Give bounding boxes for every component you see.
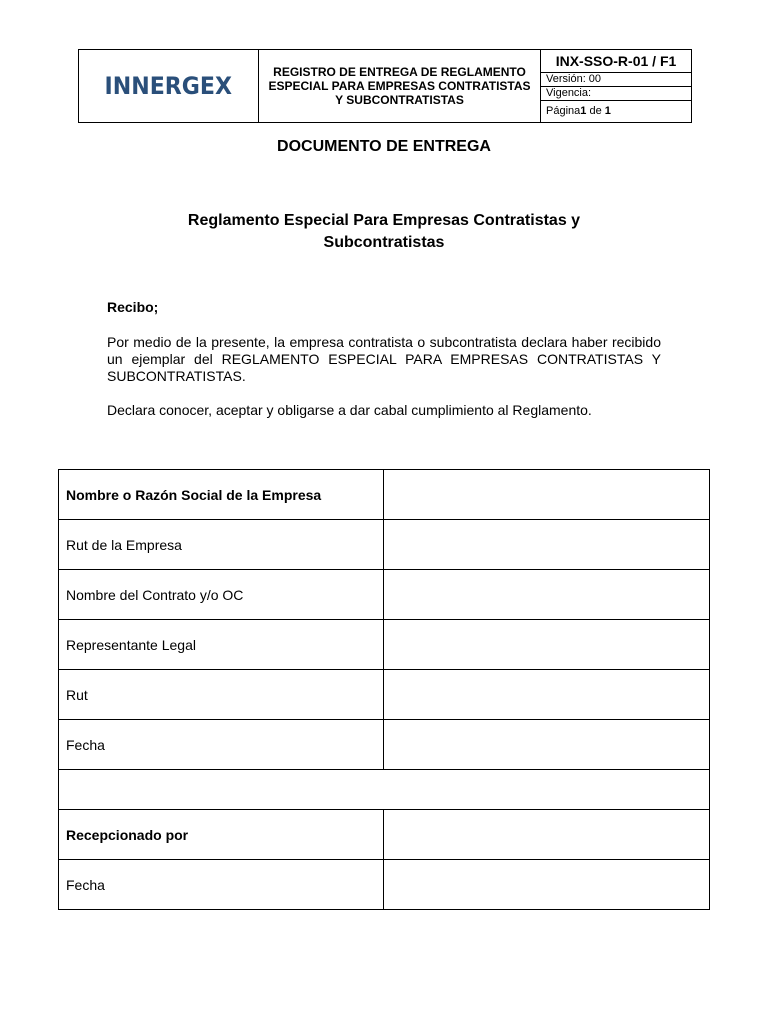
legal-representative-label: Representante Legal (59, 620, 384, 670)
received-by-field[interactable] (383, 810, 709, 860)
logo-cell (79, 50, 259, 122)
document-version: Versión: 00 (541, 73, 691, 87)
document-code: INX-SSO-R-01 / F1 (541, 50, 691, 73)
page-of: de (586, 105, 605, 117)
company-name-label: Nombre o Razón Social de la Empresa (59, 470, 384, 520)
recibo-heading: Recibo; (107, 299, 159, 315)
document-subtitle: Reglamento Especial Para Empresas Contratistas y Subcontratistas (187, 212, 581, 251)
page-current: 1 (580, 105, 587, 117)
page-number (541, 101, 691, 122)
representative-rut-label: Rut (59, 670, 384, 720)
table-row (59, 860, 710, 910)
table-row (59, 670, 710, 720)
page-prefix: Página (546, 105, 581, 117)
table-row (59, 810, 710, 860)
date-label: Fecha (59, 720, 384, 770)
document-title: DOCUMENTO DE ENTREGA (277, 138, 491, 155)
document-vigencia: Vigencia: (541, 87, 691, 101)
received-by-label: Recepcionado por (59, 810, 384, 860)
spacer-row (59, 770, 710, 810)
header-title: REGISTRO DE ENTREGA DE REGLAMENTO ESPECIAL PARA EMPRESAS CONTRATISTAS Y SUBCONTRATISTAS (259, 50, 541, 122)
declaration-paragraph: Por medio de la presente, la empresa contratista o subcontratista declara haber recibido un ejemplar del REGLAMENTO ESPECIAL PARA EMPRESAS CONTRATISTAS Y SUBCONTRATISTAS. (107, 334, 661, 384)
contract-name-field[interactable] (383, 570, 709, 620)
contract-name-label: Nombre del Contrato y/o OC (59, 570, 384, 620)
table-row (59, 520, 710, 570)
table-row (59, 470, 710, 520)
table-row (59, 720, 710, 770)
company-name-field[interactable] (383, 470, 709, 520)
spacer-cell (59, 770, 710, 810)
innergex-logo: INNERGEX (104, 72, 233, 100)
table-row (59, 620, 710, 670)
header-meta (541, 50, 691, 122)
company-form-table (58, 469, 710, 910)
page-total: 1 (604, 105, 611, 117)
received-date-field[interactable] (383, 860, 709, 910)
date-field[interactable] (383, 720, 709, 770)
company-rut-label: Rut de la Empresa (59, 520, 384, 570)
table-row (59, 570, 710, 620)
company-rut-field[interactable] (383, 520, 709, 570)
acceptance-paragraph: Declara conocer, aceptar y obligarse a dar cabal cumplimiento al Reglamento. (107, 402, 592, 418)
legal-representative-field[interactable] (383, 620, 709, 670)
received-date-label: Fecha (59, 860, 384, 910)
representative-rut-field[interactable] (383, 670, 709, 720)
document-header (78, 49, 692, 123)
